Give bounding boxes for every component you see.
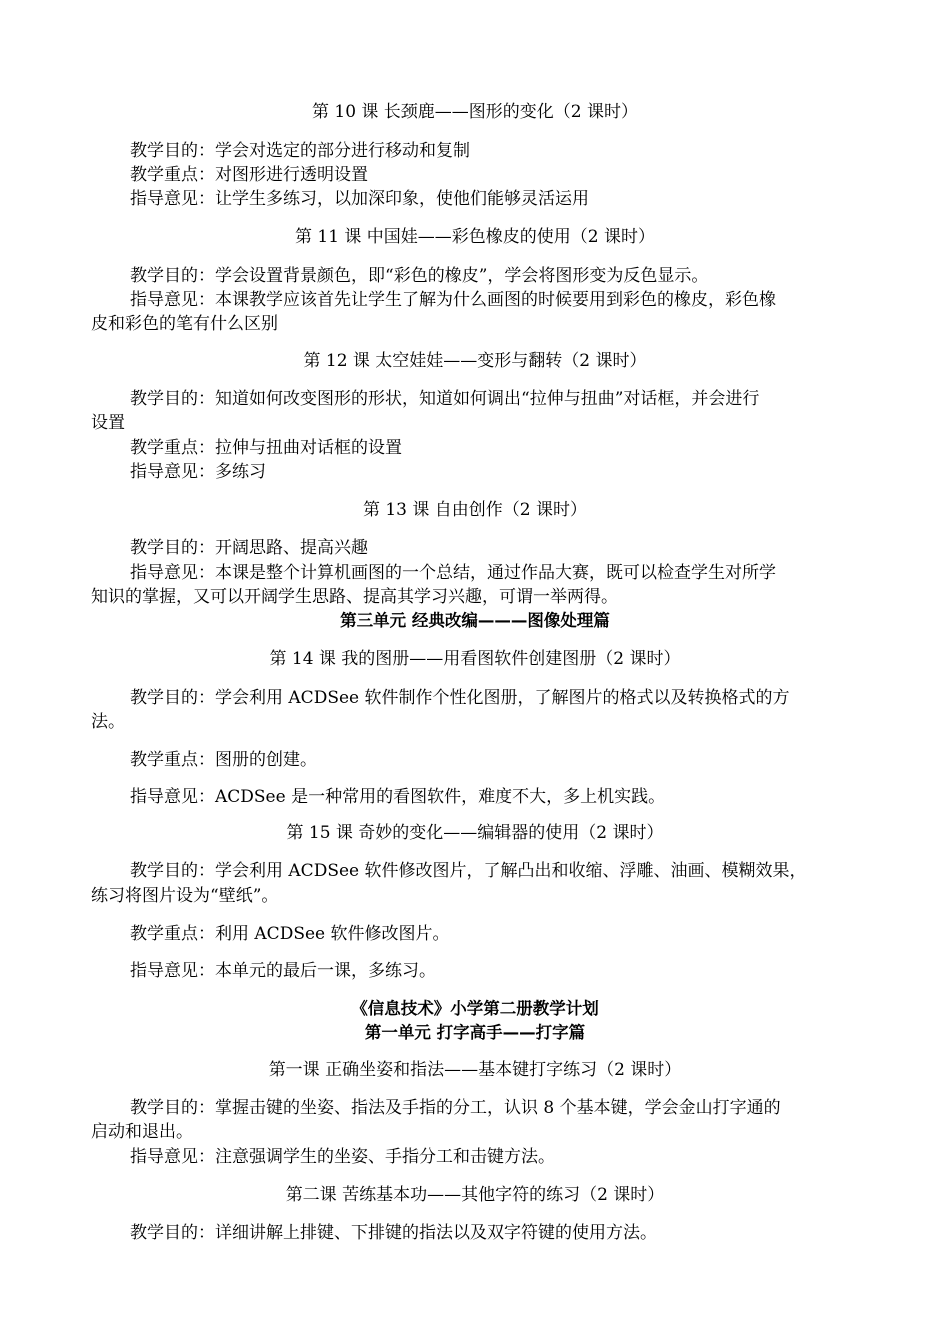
lesson-10-objective: 教学目的：学会对选定的部分进行移动和复制 <box>130 141 470 161</box>
lesson-14-heading: 第 14 课 我的图册——用看图软件创建图册（2 课时） <box>269 649 681 669</box>
lesson-11-guidance-cont: 皮和彩色的笔有什么区别 <box>91 314 278 334</box>
lesson-13-objective: 教学目的：开阔思路、提高兴趣 <box>130 538 368 558</box>
lesson-14-objective-cont: 法。 <box>91 712 125 732</box>
lesson-11-objective: 教学目的：学会设置背景颜色，即“彩色的橡皮”，学会将图形变为反色显示。 <box>130 266 709 286</box>
book-2-plan-title: 《信息技术》小学第二册教学计划 <box>351 999 599 1018</box>
lesson-2-heading: 第二课 苦练基本功——其他字符的练习（2 课时） <box>285 1185 665 1205</box>
lesson-1-objective-cont: 启动和退出。 <box>91 1122 193 1142</box>
lesson-12-focus: 教学重点：拉伸与扭曲对话框的设置 <box>130 438 402 458</box>
lesson-14-guidance: 指导意见：ACDSee 是一种常用的看图软件，难度不大，多上机实践。 <box>130 787 666 807</box>
lesson-15-objective-cont: 练习将图片设为“壁纸”。 <box>91 886 279 906</box>
lesson-12-objective: 教学目的：知道如何改变图形的形状，知道如何调出“拉伸与扭曲”对话框，并会进行 <box>130 389 760 409</box>
lesson-11-guidance: 指导意见：本课教学应该首先让学生了解为什么画图的时候要用到彩色的橡皮，彩色橡 <box>130 290 776 310</box>
lesson-1-guidance: 指导意见：注意强调学生的坐姿、手指分工和击键方法。 <box>130 1147 555 1167</box>
lesson-10-focus: 教学重点：对图形进行透明设置 <box>130 165 368 185</box>
lesson-14-focus: 教学重点：图册的创建。 <box>130 750 317 770</box>
lesson-12-heading: 第 12 课 太空娃娃——变形与翻转（2 课时） <box>303 351 647 371</box>
lesson-10-guidance: 指导意见：让学生多练习，以加深印象，使他们能够灵活运用 <box>130 189 589 209</box>
lesson-15-focus: 教学重点：利用 ACDSee 软件修改图片。 <box>130 924 450 944</box>
lesson-1-heading: 第一课 正确坐姿和指法——基本键打字练习（2 课时） <box>268 1060 682 1080</box>
lesson-11-heading: 第 11 课 中国娃——彩色橡皮的使用（2 课时） <box>294 227 656 247</box>
lesson-2-objective: 教学目的：详细讲解上排键、下排键的指法以及双字符键的使用方法。 <box>130 1223 657 1243</box>
lesson-10-heading: 第 10 课 长颈鹿——图形的变化（2 课时） <box>311 102 639 122</box>
lesson-14-objective: 教学目的：学会利用 ACDSee 软件制作个性化图册，了解图片的格式以及转换格式的方 <box>130 688 790 708</box>
lesson-13-guidance: 指导意见：本课是整个计算机画图的一个总结，通过作品大赛，既可以检查学生对所学 <box>130 563 776 583</box>
unit-1-title: 第一单元 打字高手——打字篇 <box>364 1023 586 1042</box>
lesson-15-heading: 第 15 课 奇妙的变化——编辑器的使用（2 课时） <box>286 823 664 843</box>
lesson-15-objective: 教学目的：学会利用 ACDSee 软件修改图片，了解凸出和收缩、浮雕、油画、模糊效果， <box>130 861 807 881</box>
lesson-13-guidance-cont: 知识的掌握，又可以开阔学生思路、提高其学习兴趣，可谓一举两得。 <box>91 587 618 607</box>
unit-3-title: 第三单元 经典改编———图像处理篇 <box>340 611 610 630</box>
lesson-1-objective: 教学目的：掌握击键的坐姿、指法及手指的分工，认识 8 个基本键，学会金山打字通的 <box>130 1098 781 1118</box>
lesson-12-objective-cont: 设置 <box>91 413 125 433</box>
lesson-12-guidance: 指导意见：多练习 <box>130 462 266 482</box>
lesson-13-heading: 第 13 课 自由创作（2 课时） <box>362 500 588 520</box>
lesson-15-guidance: 指导意见：本单元的最后一课，多练习。 <box>130 961 436 981</box>
